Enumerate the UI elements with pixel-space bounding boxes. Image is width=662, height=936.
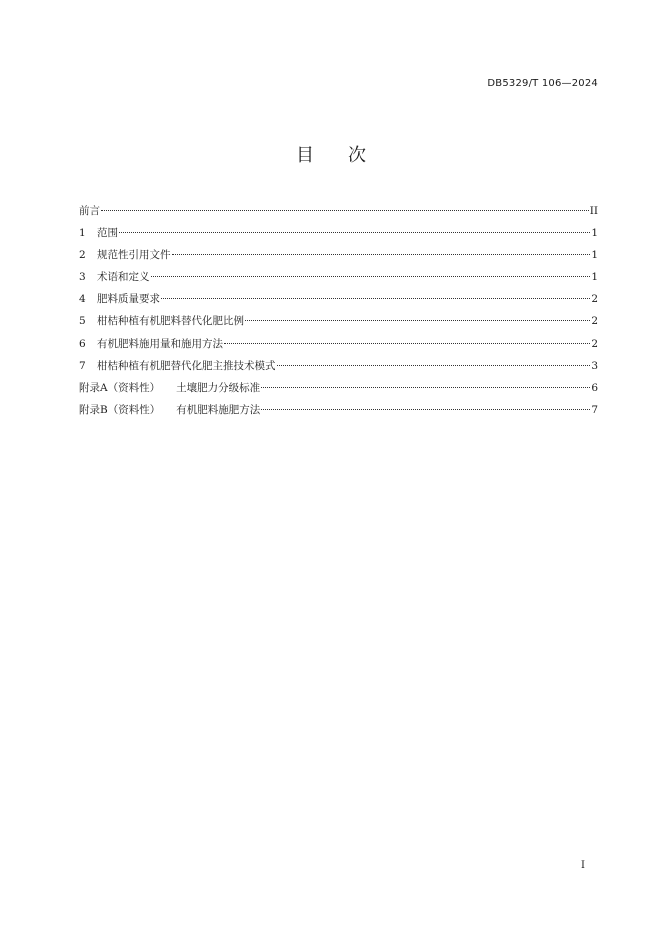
toc-entry-page: 1 (591, 271, 598, 284)
toc-entry-page: 1 (591, 227, 598, 240)
toc-entry-technical-mode[interactable] (79, 355, 598, 377)
toc-entry-number: 2 (79, 249, 86, 262)
toc-dot-leader (172, 254, 591, 255)
toc-entry-page: 3 (591, 359, 598, 372)
page-title-char-1: 目 (296, 145, 314, 166)
toc-entry-terms[interactable] (79, 266, 598, 288)
toc-entry-label: 柑桔种植有机肥替代化肥主推技术模式 (97, 359, 276, 372)
toc-entry-appendix-a[interactable] (79, 377, 598, 399)
toc-entry-page: 2 (591, 293, 598, 306)
toc-dot-leader (245, 320, 590, 321)
toc-dot-leader (101, 210, 589, 211)
toc-entry-number: 1 (79, 227, 86, 240)
toc-entry-label: 术语和定义 (97, 271, 150, 284)
toc-entry-page: 6 (591, 381, 598, 394)
toc-entry-number: 4 (79, 293, 86, 306)
toc-entry-label: 附录B（资料性） (79, 403, 161, 416)
page-number: I (581, 860, 585, 871)
toc-entry-label: 前言 (79, 205, 100, 217)
toc-entry-page: 2 (591, 315, 598, 328)
table-of-contents (79, 200, 598, 421)
toc-dot-leader (277, 365, 591, 366)
toc-entry-page: II (589, 205, 598, 217)
toc-entry-page: 2 (591, 337, 598, 350)
toc-entry-normative-references[interactable] (79, 244, 598, 266)
toc-entry-number: 5 (79, 315, 86, 328)
toc-entry-number: 3 (79, 271, 86, 284)
toc-entry-foreword[interactable] (79, 200, 598, 222)
toc-entry-label: 有机肥料施用量和施用方法 (97, 337, 223, 350)
toc-entry-scope[interactable] (79, 222, 598, 244)
toc-entry-fertilizer-quality[interactable] (79, 288, 598, 310)
toc-entry-sublabel: 土壤肥力分级标准 (176, 381, 261, 394)
toc-entry-label: 柑桔种植有机肥料替代化肥比例 (97, 315, 244, 328)
toc-entry-page: 7 (591, 403, 598, 416)
toc-entry-application-method[interactable] (79, 333, 598, 355)
toc-dot-leader (224, 343, 590, 344)
toc-entry-label: 肥料质量要求 (97, 293, 160, 306)
toc-entry-substitution-ratio[interactable] (79, 310, 598, 332)
toc-dot-leader (261, 387, 590, 388)
toc-entry-label: 附录A（资料性） (79, 381, 161, 394)
toc-entry-page: 1 (591, 249, 598, 262)
page-title-char-2: 次 (348, 145, 366, 166)
toc-entry-number: 6 (79, 337, 86, 350)
toc-entry-number: 7 (79, 359, 86, 372)
document-number: DB5329/T 106—2024 (487, 78, 598, 89)
toc-dot-leader (161, 298, 590, 299)
toc-entry-label: 规范性引用文件 (97, 249, 171, 262)
page-title (0, 141, 662, 167)
toc-dot-leader (261, 409, 590, 410)
toc-entry-appendix-b[interactable] (79, 399, 598, 421)
toc-dot-leader (151, 276, 591, 277)
toc-entry-sublabel: 有机肥料施肥方法 (176, 403, 261, 416)
toc-entry-label: 范围 (97, 227, 118, 240)
toc-dot-leader (119, 232, 590, 233)
